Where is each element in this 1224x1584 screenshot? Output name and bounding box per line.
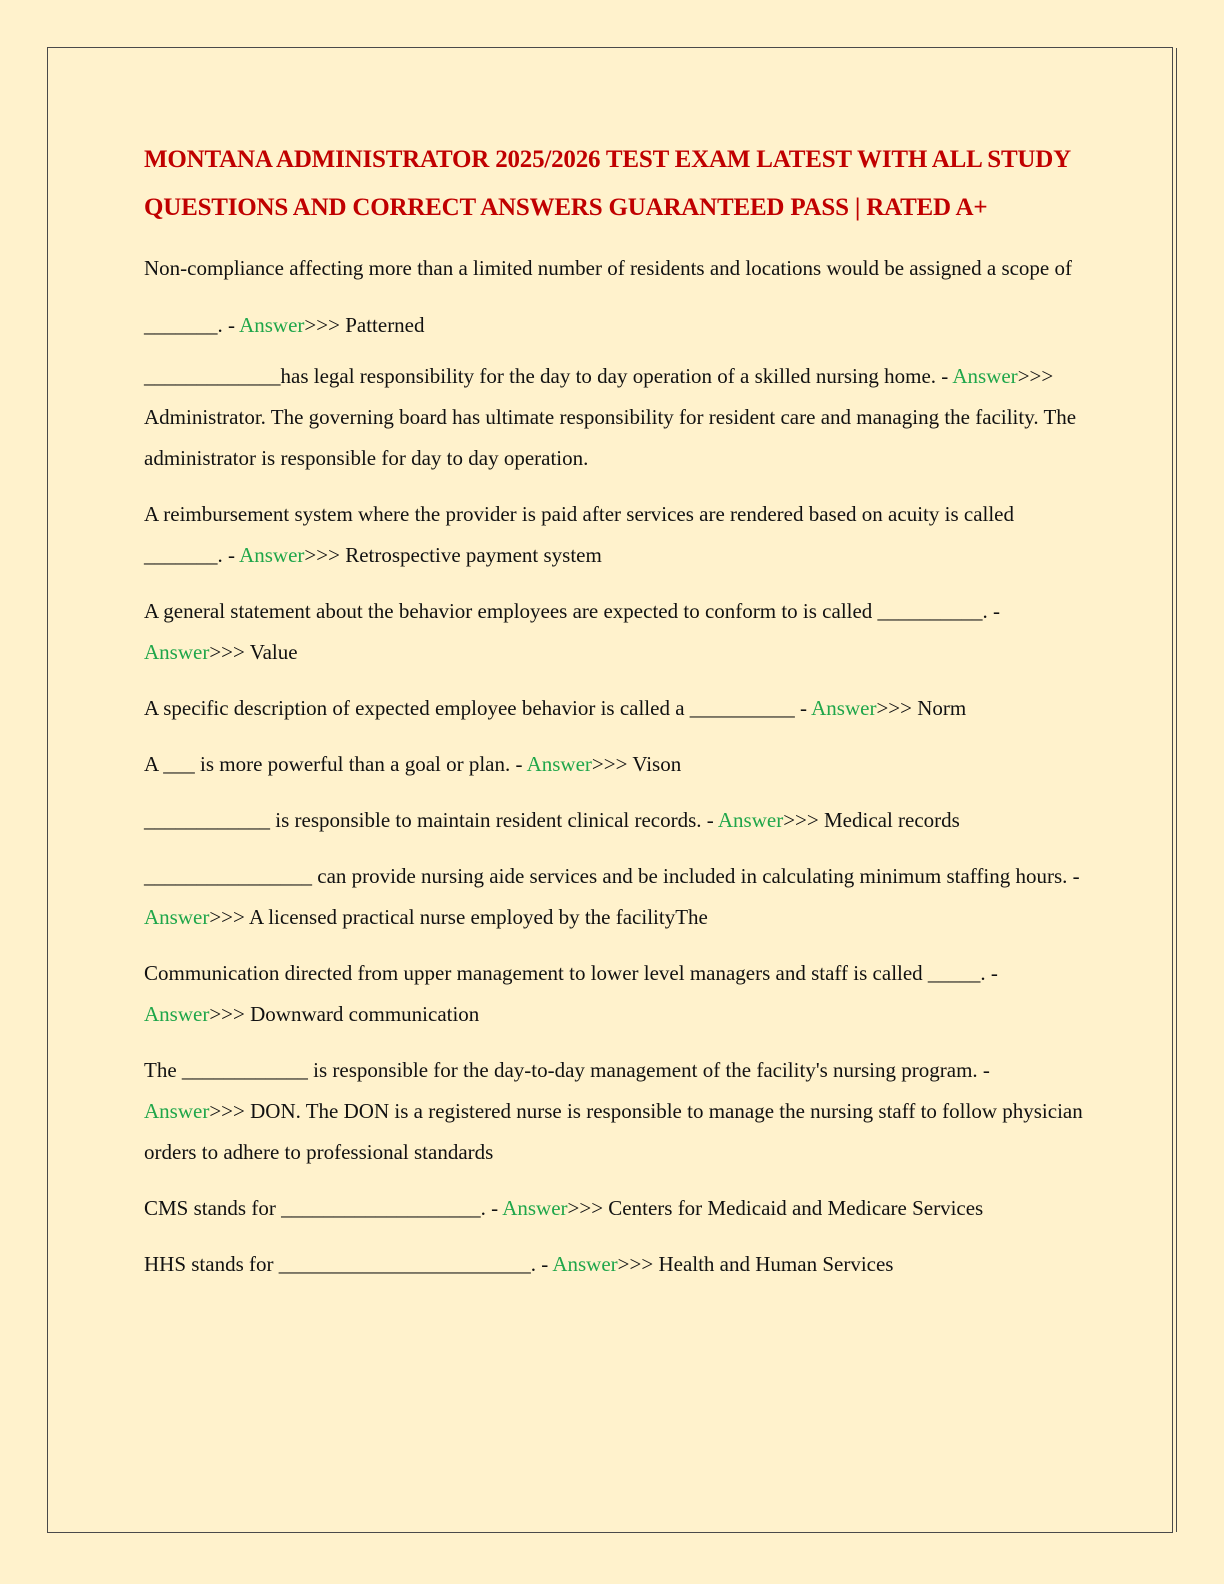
answer-label: Answer (526, 752, 592, 776)
answer-text: >>> Retrospective payment system (304, 543, 602, 567)
answer-label: Answer (502, 1196, 568, 1220)
question-text: _____________has legal responsibility for the day to day operation of a skilled nursing home. - (144, 364, 953, 388)
question-text: HHS stands for ________________________. - (144, 1252, 553, 1276)
qa-item (144, 240, 1084, 354)
qa-item (144, 744, 1084, 785)
question-text: ________________ can provide nursing aide services and be included in calculating minimum staffing hours. - (144, 864, 1080, 888)
answer-label: Answer (144, 640, 210, 664)
answer-label: Answer (952, 364, 1018, 388)
answer-text: >>> Medical records (783, 808, 960, 832)
question-text: The ____________ is responsible for the day-to-day management of the facility's nursing program. - (144, 1058, 990, 1082)
answer-text: >>> Vison (591, 752, 682, 776)
qa-item (144, 800, 1084, 841)
answer-text: >>> DON. The DON is a registered nurse is responsible to manage the nursing staff to follow physician orders to adhere to professional standards (144, 1099, 1083, 1164)
answer-label: Answer (552, 1252, 618, 1276)
qa-item (144, 1050, 1084, 1173)
answer-label: Answer (144, 1002, 210, 1026)
qa-item (144, 1244, 1084, 1285)
answer-label: Answer (717, 808, 784, 832)
answer-label: Answer (144, 1099, 210, 1123)
answer-label: Answer (239, 313, 305, 337)
answer-text: >>> Health and Human Services (617, 1252, 894, 1276)
qa-item (144, 356, 1084, 479)
question-text: Communication directed from upper management to lower level managers and staff is called _____. - (144, 961, 998, 985)
question-text: A specific description of expected employee behavior is called a __________ - (144, 696, 812, 720)
document-body (144, 136, 1084, 1300)
answer-text: >>> Patterned (304, 313, 425, 337)
qa-item (144, 591, 1084, 673)
answer-label: Answer (144, 905, 210, 929)
answer-text: >>> Administrator. The governing board has ultimate responsibility for resident care and managing the facility. The administrator is responsible for day to day operation. (144, 364, 1077, 470)
answer-text: >>> Value (209, 640, 298, 664)
question-text: A reimbursement system where the provider is paid after services are rendered based on acuity is called _______. - (144, 502, 1015, 567)
answer-label: Answer (811, 696, 877, 720)
qa-item (144, 1188, 1084, 1229)
qa-item (144, 688, 1084, 729)
answer-text: >>> A licensed practical nurse employed by the facilityThe (209, 905, 708, 929)
answer-text: >>> Norm (876, 696, 967, 720)
answer-text: >>> Downward communication (209, 1002, 480, 1026)
question-text: ____________ is responsible to maintain resident clinical records. - (144, 808, 718, 832)
answer-text: >>> Centers for Medicaid and Medicare Services (567, 1196, 984, 1220)
question-text: Non-compliance affecting more than a limited number of residents and locations would be assigned a scope of _______. - (144, 256, 1072, 337)
qa-item (144, 494, 1084, 576)
question-text: A ___ is more powerful than a goal or plan. - (144, 752, 527, 776)
qa-item (144, 953, 1084, 1035)
qa-item (144, 856, 1084, 938)
document-title: MONTANA ADMINISTRATOR 2025/2026 TEST EXAM LATEST WITH ALL STUDY QUESTIONS AND CORRECT ANSWERS GUARANTEED PASS | RATED A+ (144, 146, 1071, 221)
question-text: A general statement about the behavior employees are expected to conform to is called __________. - (144, 599, 1001, 623)
question-text: CMS stands for ___________________. - (144, 1196, 503, 1220)
answer-label: Answer (239, 543, 305, 567)
